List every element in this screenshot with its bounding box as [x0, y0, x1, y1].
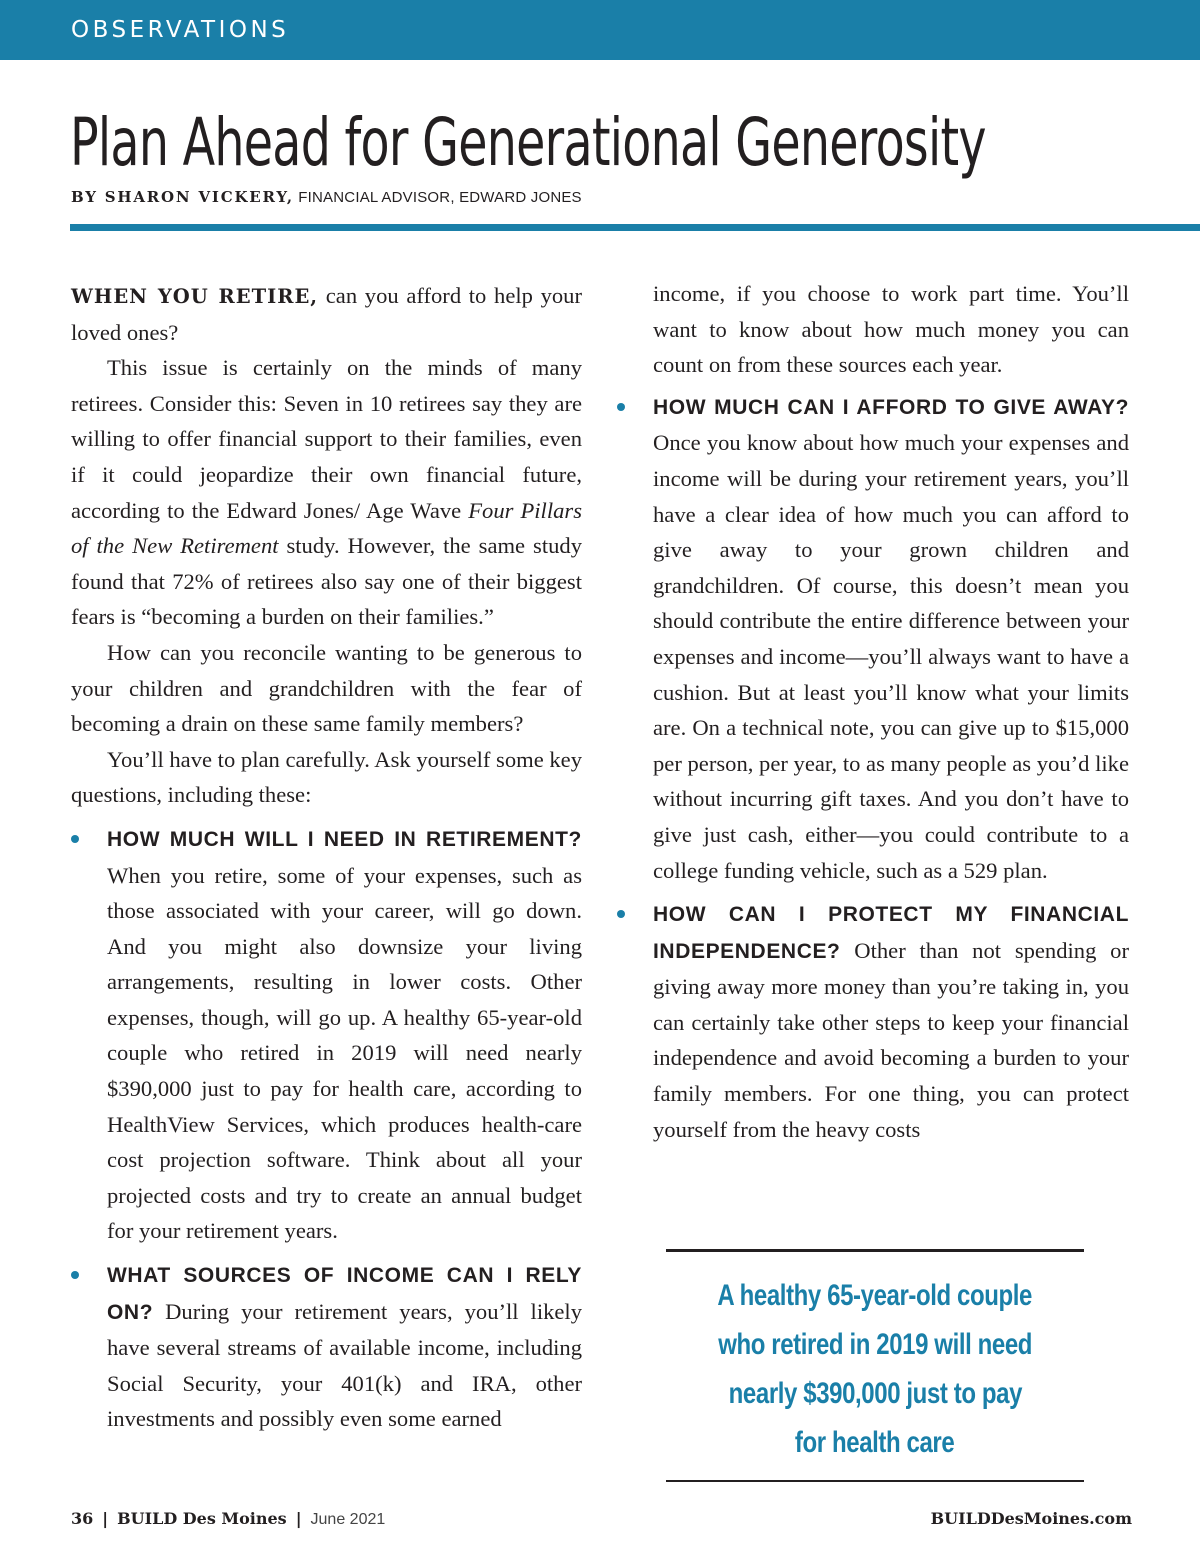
article-column-right [617, 276, 1129, 1147]
paragraph-plan: You’ll have to plan carefully. Ask yourself some key questions, including these: [71, 746, 583, 808]
pullquote-rule-bottom [666, 1480, 1084, 1482]
article-title: Plan Ahead for Generational Generosity [70, 104, 986, 181]
bullet-icon [617, 910, 625, 918]
footer-separator: | [295, 1509, 302, 1528]
list-item [617, 389, 1129, 888]
byline-role: FINANCIAL ADVISOR, EDWARD JONES [293, 189, 582, 206]
question-body: Other than not spending or giving away more money than you’re taking in, you can certainly take other steps to keep your financial independence and avoid becoming a burden to your family members. For one thing, you can protect yourself from the heavy costs [653, 937, 1129, 1142]
lead-in: WHEN YOU RETIRE, [71, 285, 319, 308]
paragraph-statistics [71, 350, 582, 635]
section-label: OBSERVATIONS [71, 17, 290, 43]
list-item [71, 1257, 582, 1437]
p2-text-b: study. However, the same study found that 72% of retirees also say one of their biggest fears is “becoming a burden on their families.” [71, 533, 582, 630]
byline [71, 190, 582, 206]
bullet-icon [617, 403, 625, 411]
pullquote-line: nearly $390,000 just to pay [728, 1377, 1022, 1410]
page-number: 36 [71, 1509, 94, 1528]
bullet-icon [71, 835, 79, 843]
question-body-continued: income, if you choose to work part time. You’ll want to know about how much money you can count on from these sources each year. [653, 281, 1129, 378]
list-item [617, 896, 1129, 1147]
question-heading: HOW CAN I PROTECT MY FINANCIAL INDEPENDENCE? [653, 903, 1129, 963]
question-list-left [71, 821, 582, 1437]
study-title: Four Pillars of the New Retirement [71, 497, 582, 559]
intro-text: can you afford to help your loved ones? [71, 283, 582, 345]
pullquote-line: for health care [795, 1426, 955, 1459]
question-body: When you retire, some of your expenses, such as those associated with your career, will go down. And you might also downsize your living arrangements, resulting in lower costs. Other expenses, though, will go up. A healthy 65-year-old couple who retired in 2019 will need nearly $390,000 just to pay for health care, according to HealthView Services, which produces health-care cost projection software. Think about all your projected costs and try to create an annual budget for your retirement years. [107, 862, 582, 1244]
question-heading: HOW MUCH CAN I AFFORD TO GIVE AWAY? [653, 395, 1129, 419]
p2-text-a: This issue is certainly on the minds of many retirees. Consider this: Seven in 10 retirees say they are willing to offer financial support to their families, even if it could jeopardize their own financial future, according to the Edward Jones/ Age Wave [71, 355, 582, 523]
question-heading: WHAT SOURCES OF INCOME CAN I RELY ON? [107, 1264, 582, 1324]
pullquote-line: who retired in 2019 will need [718, 1328, 1032, 1361]
website-link[interactable]: BUILDDesMoines.com [930, 1509, 1132, 1528]
paragraph-reconcile: How can you reconcile wanting to be generous to your children and grandchildren with the fear of becoming a drain on these same family members? [71, 639, 582, 737]
header-divider [70, 224, 1200, 231]
article-column-left [71, 278, 582, 1437]
byline-author: BY SHARON VICKERY, [71, 188, 294, 206]
paragraph-intro [71, 278, 582, 350]
question-body: During your retirement years, you’ll likely have several streams of available income, including Social Security, your 401(k) and IRA, other investments and possibly even some earned [107, 1298, 582, 1432]
pullquote [666, 1271, 1084, 1467]
section-header-bar [0, 0, 1200, 60]
issue-date: June 2021 [310, 1511, 386, 1528]
question-body: Once you know about how much your expenses and income will be during your retirement years, you’ll have a clear idea of how much you can afford to give away to your grown children and grandchildren. Of course, this doesn’t mean you should contribute the entire difference between your expenses and income—you’ll always want to have a cushion. But at least you’ll know what your limits are. On a technical note, you can give up to $15,000 per person, per year, to as many people as you’d like without incurring gift taxes. And you don’t have to give just cash, either—you could contribute to a college funding vehicle, such as a 529 plan. [653, 430, 1129, 883]
list-item [71, 821, 582, 1249]
footer-folio [71, 1509, 385, 1530]
publication-name: BUILD Des Moines [117, 1509, 287, 1528]
question-heading: HOW MUCH WILL I NEED IN RETIREMENT? [107, 827, 582, 851]
pullquote-rule-top [666, 1249, 1084, 1252]
bullet-icon [71, 1271, 79, 1279]
footer-separator: | [102, 1509, 109, 1528]
question-list-right [617, 389, 1129, 1147]
pullquote-line: A healthy 65-year-old couple [717, 1279, 1033, 1312]
